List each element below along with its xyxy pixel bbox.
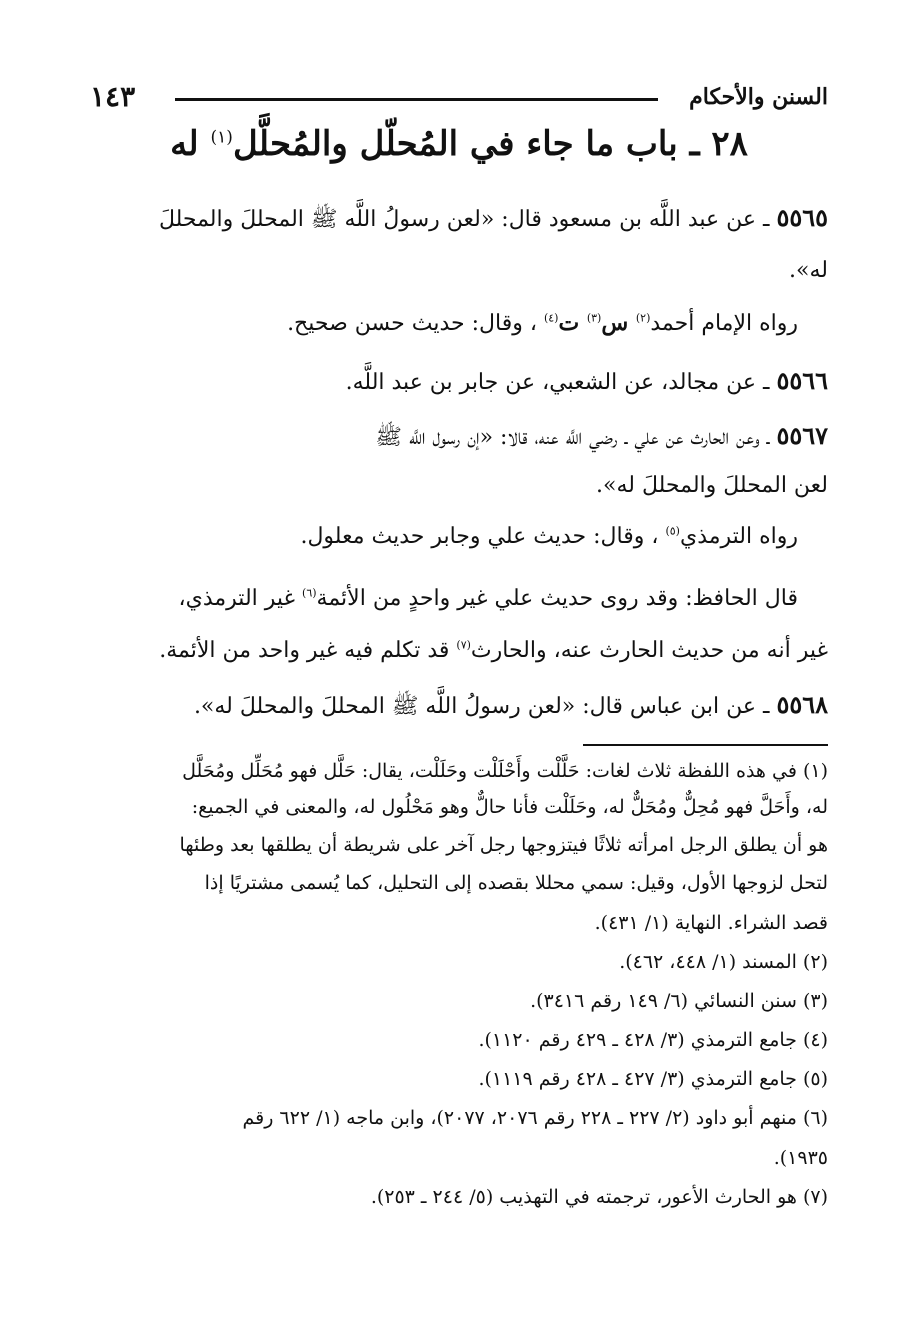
- attribution-text: ، وقال: حديث حسن صحيح.: [287, 311, 544, 336]
- footnote-4: (٤) جامع الترمذي (٣/ ٤٢٨ ـ ٤٢٩ رقم ١١٢٠).: [478, 1029, 828, 1051]
- attribution-text: رواه الترمذي: [679, 524, 798, 549]
- hadith-5567-attribution: [90, 524, 798, 549]
- hadith-text: ـ عن ابن عباس قال: «لعن رسولُ اللَّه ﷺ المحللَ والمحللَ له».: [193, 694, 777, 719]
- hadith-5567-line2: لعن المحللَ والمحللَ له».: [596, 473, 828, 498]
- footnote-1-line1: (١) في هذه اللفظة ثلاث لغات: حَلَّلْت وأَحْلَلْت وحَلَلْت، يقال: حَلَّل فهو مُحَلِّل ومُحَلَّل: [182, 760, 828, 782]
- note-text: غير أنه من حديث الحارث عنه، والحارث: [470, 638, 828, 663]
- hadith-5565-line2: له».: [789, 258, 828, 283]
- running-head: السنن والأحكام: [689, 84, 828, 110]
- footnote-ref: (٦): [302, 586, 317, 600]
- hadith-5566: [90, 366, 828, 395]
- footnote-ref: (٥): [665, 524, 680, 538]
- attribution-text: ، وقال: حديث علي وجابر حديث معلول.: [300, 524, 666, 549]
- hadith-5565-attribution: [90, 310, 798, 336]
- hadith-number: ٥٥٦٨: [776, 690, 828, 719]
- footnote-5: (٥) جامع الترمذي (٣/ ٤٢٧ ـ ٤٢٨ رقم ١١١٩).: [478, 1068, 828, 1090]
- footnote-ref: (٧): [456, 638, 471, 652]
- chapter-footnote-ref: (١): [210, 127, 233, 148]
- note-text: قد تكلم فيه غير واحد من الأئمة.: [159, 638, 457, 663]
- footnote-ref: (٤): [543, 311, 559, 325]
- footnote-7: (٧) هو الحارث الأعور، ترجمته في التهذيب (٥/ ٢٤٤ ـ ٢٥٣).: [370, 1186, 828, 1208]
- hadith-5568: [90, 690, 828, 724]
- header-rule: [175, 98, 658, 101]
- hadith-number: ٥٥٦٥: [776, 203, 828, 232]
- chapter-title-tail: له: [170, 124, 211, 164]
- source-abbrev: ت: [558, 310, 587, 336]
- hadith-number: ٥٥٦٦: [776, 366, 828, 395]
- hafiz-note-line2: [90, 638, 828, 663]
- chapter-title: [90, 124, 828, 164]
- hadith-text: ـ عن مجالد، عن الشعبي، عن جابر بن عبد اللَّه.: [345, 370, 777, 395]
- hadith-text: ـ وعن الحارث عن علي ـ رضي اللَّه عنه، قالا: «إن رسول اللَّه ﷺ: [375, 425, 777, 450]
- hafiz-note-line1: [90, 586, 798, 611]
- footnote-ref: (٢): [635, 311, 651, 325]
- footnote-3: (٣) سنن النسائي (٦/ ١٤٩ رقم ٣٤١٦).: [530, 990, 828, 1012]
- chapter-title-main: ٢٨ ـ باب ما جاء في المُحلّل والمُحلَّل: [232, 124, 748, 164]
- hadith-5567-line1: [90, 421, 828, 455]
- footnote-divider: [583, 744, 828, 746]
- page-header: [90, 78, 828, 122]
- note-text: قال الحافظ: وقد روى حديث علي غير واحدٍ من الأئمة: [316, 586, 798, 611]
- hadith-text: ـ عن عبد اللَّه بن مسعود قال: «لعن رسولُ اللَّه ﷺ المحللَ والمحللَ: [158, 207, 777, 232]
- attribution-text: رواه الإمام أحمد: [650, 311, 798, 336]
- footnote-1-line2: له، وأَحَلَّ فهو مُحِلٌّ ومُحَلٌّ له، وحَلَلْت فأنا حالٌّ وهو مَحْلُول له، والمعنى في الجميع:: [191, 796, 828, 818]
- page-number: ١٤٣: [90, 80, 136, 113]
- footnote-1-line3: هو أن يطلق الرجل امرأته ثلاثًا فيتزوجها رجل آخر على شريطة أن يطلقها بعد وطئها: [179, 834, 828, 856]
- footnote-ref: (٣): [586, 311, 602, 325]
- hadith-number: ٥٥٦٧: [776, 421, 828, 450]
- footnote-2: (٢) المسند (١/ ٤٤٨، ٤٦٢).: [619, 951, 828, 973]
- footnote-6-line1: (٦) منهم أبو داود (٢/ ٢٢٧ ـ ٢٢٨ رقم ٢٠٧٦، ٢٠٧٧)، وابن ماجه (١/ ٦٢٢ رقم: [242, 1107, 828, 1129]
- note-text: غير الترمذي،: [178, 586, 303, 611]
- footnote-6-line2: ١٩٣٥).: [773, 1147, 828, 1169]
- footnote-1-line5: قصد الشراء. النهاية (١/ ٤٣١).: [594, 912, 828, 934]
- footnote-1-line4: لتحل لزوجها الأول، وقيل: سمي محللا بقصده إلى التحليل، كما يُسمى مشتريًا إذا: [204, 872, 828, 894]
- source-abbrev: س: [601, 310, 636, 336]
- hadith-5565-line1: [90, 203, 828, 237]
